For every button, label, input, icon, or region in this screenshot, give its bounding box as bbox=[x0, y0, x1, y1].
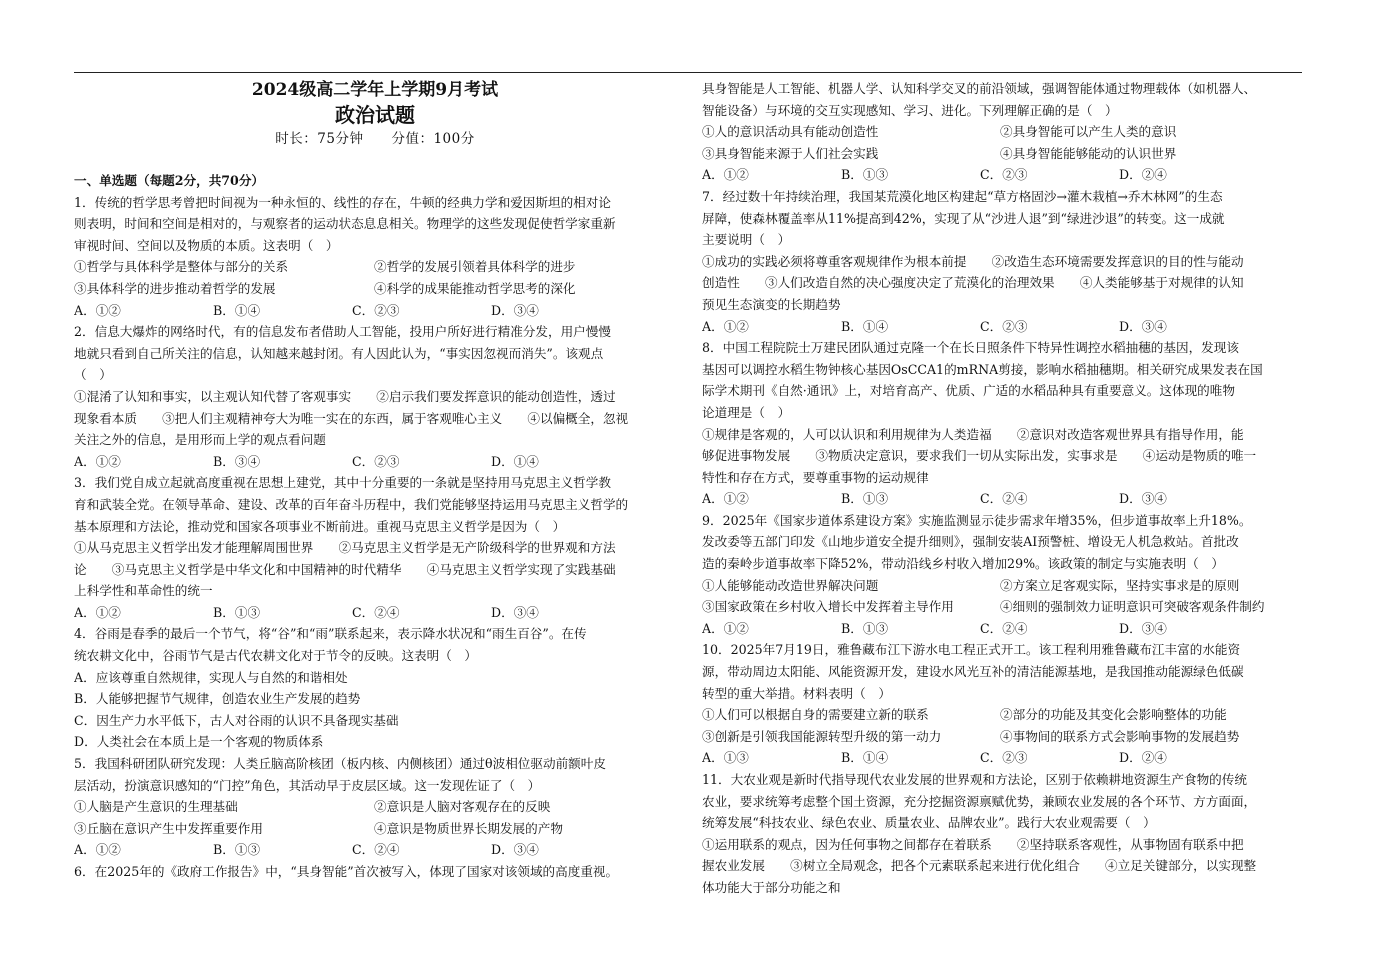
question-4 bbox=[74, 623, 676, 753]
question-line: 9．2025年《国家步道体系建设方案》实施监测显示徒步需求年增35%，但步道事故率上升18%。 bbox=[702, 512, 1252, 528]
question-line: 造的秦岭步道事故率下降52%，带动沿线乡村收入增加29%。该政策的制定与实施表明（ ） bbox=[702, 556, 1224, 572]
statement: ④意识是物质世界长期发展的产物 bbox=[374, 820, 563, 836]
statement: ③国家政策在乡村收入增长中发挥着主导作用 bbox=[702, 599, 954, 615]
answer-choices bbox=[702, 747, 1302, 769]
statement: ①人们可以根据自身的需要建立新的联系 bbox=[702, 707, 929, 723]
statement: ②意识是人脑对客观存在的反映 bbox=[374, 799, 551, 815]
statement: ①哲学与具体科学是整体与部分的关系 bbox=[74, 259, 289, 275]
statement: ②方案立足客观实际，坚持实事求是的原则 bbox=[1000, 577, 1240, 593]
question-line: 智能设备）与环境的交互实现感知、学习、进化。下列理解正确的是（ ） bbox=[702, 102, 1118, 118]
question-line: 际学术期刊《自然·通讯》上，对培育高产、优质、广适的水稻品种具有重要意义。这体现的唯物 bbox=[702, 383, 1235, 399]
choice-b: B．①③ bbox=[841, 491, 889, 507]
question-line: 具身智能是人工智能、机器人学、认知科学交叉的前沿领域，强调智能体通过物理载体（如机器人、 bbox=[702, 81, 1257, 96]
answer-choices bbox=[74, 602, 676, 624]
choice-d: D．③④ bbox=[491, 842, 539, 858]
question-line: 预见生态演变的长期趋势 bbox=[702, 296, 841, 312]
question-line: 10．2025年7月19日，雅鲁藏布江下游水电工程正式开工。该工程利用雅鲁藏布江丰富的水能资 bbox=[702, 642, 1241, 658]
question-line: 审视时间、空间以及物质的本质。这表明（ ） bbox=[74, 237, 339, 253]
question-8 bbox=[702, 337, 1302, 510]
question-6-cont bbox=[702, 78, 1302, 186]
question-line: 育和武装全党。在领导革命、建设、改革的百年奋斗历程中，我们党能够坚持运用马克思主义哲学的 bbox=[74, 496, 629, 512]
question-line: 2．信息大爆炸的网络时代，有的信息发布者借助人工智能，投用户所好进行精准分发，用户慢慢 bbox=[74, 324, 611, 340]
answer-choices bbox=[702, 488, 1302, 510]
question-line: 农业，要求统筹考虑整个国土资源，充分挖掘资源禀赋优势，兼顾农业发展的各个环节、方方面面， bbox=[702, 793, 1257, 809]
choice-b: B．③④ bbox=[213, 453, 261, 469]
choice-b: B．①③ bbox=[213, 604, 261, 620]
question-9 bbox=[702, 510, 1302, 640]
question-line: 上科学性和革命性的统一 bbox=[74, 583, 213, 599]
statement-row bbox=[74, 818, 676, 840]
exam-subject: 政治试题 bbox=[335, 103, 415, 127]
question-line: 统筹发展“科技农业、绿色农业、质量农业、品牌农业”。践行大农业观需要（ ） bbox=[702, 815, 1156, 831]
question-line: 5．我国科研团队研究发现：人类丘脑高阶核团（板内核、内侧核团）通过θ波相位驱动前额叶皮 bbox=[74, 756, 606, 772]
question-line: 论道理是（ ） bbox=[702, 404, 791, 420]
question-line: （ ） bbox=[74, 367, 112, 383]
choice-a: A．①② bbox=[702, 318, 749, 334]
choice-a: A．①② bbox=[702, 620, 749, 636]
section-heading: 一、单选题（每题2分，共70分） bbox=[74, 173, 265, 188]
question-line: ①从马克思主义哲学出发才能理解周围世界 ②马克思主义哲学是无产阶级科学的世界观和方法 bbox=[74, 540, 616, 556]
question-line: 则表明，时间和空间是相对的，与观察者的运动状态息息相关。物理学的这些发现促使哲学家重新 bbox=[74, 216, 616, 232]
question-3 bbox=[74, 472, 676, 623]
question-line: 特性和存在方式，要尊重事物的运动规律 bbox=[702, 469, 929, 485]
choice-c: C．②④ bbox=[980, 491, 1028, 507]
choice-c: C．②③ bbox=[980, 750, 1028, 766]
choice-c: C．②④ bbox=[352, 604, 400, 620]
statement: ③具身智能来源于人们社会实践 bbox=[702, 145, 879, 161]
right-column bbox=[702, 78, 1302, 899]
question-line: 8．中国工程院院士万建民团队通过克隆一个在长日照条件下特异性调控水稻抽穗的基因，发现该 bbox=[702, 340, 1239, 356]
question-line: 基本原理和方法论，推动党和国家各项事业不断前进。重视马克思主义哲学是因为（ ） bbox=[74, 518, 566, 534]
statement: ①人能够能动改造世界解决问题 bbox=[702, 577, 879, 593]
statement: ①人脑是产生意识的生理基础 bbox=[74, 799, 238, 815]
choice-c: C．②④ bbox=[980, 620, 1028, 636]
choice-d: D．③④ bbox=[491, 302, 539, 318]
question-line: 3．我们党自成立起就高度重视在思想上建党，其中十分重要的一条就是坚持用马克思主义哲学教 bbox=[74, 475, 611, 491]
statement-row bbox=[702, 704, 1302, 726]
choice-a: A．①② bbox=[74, 604, 121, 620]
choice-a: A．①② bbox=[74, 453, 121, 469]
choice-c: C．②③ bbox=[352, 302, 400, 318]
statement: ③创新是引领我国能源转型升级的第一动力 bbox=[702, 728, 942, 744]
answer-choices bbox=[702, 618, 1302, 640]
choice-a: A．①② bbox=[74, 842, 121, 858]
statement-row bbox=[702, 596, 1302, 618]
exam-meta: 时长：75分钟 分值：100分 bbox=[275, 131, 475, 147]
question-line: ①混淆了认知和事实，以主观认知代替了客观事实 ②启示我们要发挥意识的能动创造性，透过 bbox=[74, 388, 616, 404]
question-line: 源，带动周边太阳能、风能资源开发，建设水风光互补的清洁能源基地，是我国推动能源绿色低碳 bbox=[702, 664, 1244, 680]
choice-a: A．①② bbox=[702, 491, 749, 507]
statement-row bbox=[702, 726, 1302, 748]
choice-c: C．②③ bbox=[980, 318, 1028, 334]
answer-choices bbox=[74, 451, 676, 473]
question-7 bbox=[702, 186, 1302, 337]
choice-b: B．①④ bbox=[841, 318, 889, 334]
question-line: 现象看本质 ③把人们主观精神夸大为唯一实在的东西，属于客观唯心主义 ④以偏概全，忽视 bbox=[74, 410, 629, 426]
question-line: 地就只看到自己所关注的信息，认知越来越封闭。有人因此认为，“事实因忽视而消失”。该观点 bbox=[74, 345, 604, 361]
choice-d: D．①④ bbox=[491, 453, 539, 469]
question-line: ①规律是客观的，人可以认识和利用规律为人类造福 ②意识对改造客观世界具有指导作用，能 bbox=[702, 426, 1244, 442]
question-line: 论 ③马克思主义哲学是中华文化和中国精神的时代精华 ④马克思主义哲学实现了实践基础 bbox=[74, 561, 616, 577]
statement-row bbox=[702, 143, 1302, 165]
choice-c: C．②③ bbox=[352, 453, 400, 469]
question-line: 发改委等五部门印发《山地步道安全提升细则》，强制安装AI预警桩、增设无人机急救站。首批改 bbox=[702, 534, 1239, 550]
answer-choices bbox=[702, 316, 1302, 338]
choice-d: D．人类社会在本质上是一个客观的物质体系 bbox=[74, 734, 324, 750]
statement-row bbox=[74, 278, 676, 300]
choice-a: A．应该尊重自然规律，实现人与自然的和谐相处 bbox=[74, 669, 348, 685]
statement: ③丘脑在意识产生中发挥重要作用 bbox=[74, 820, 263, 836]
question-line: 转型的重大举措。材料表明（ ） bbox=[702, 685, 891, 701]
question-line: 层活动，扮演意识感知的“门控”角色，其活动早于皮层区域。这一发现佐证了（ ） bbox=[74, 777, 541, 793]
choice-b: B．①③ bbox=[213, 842, 261, 858]
choice-b: B．①③ bbox=[841, 167, 889, 183]
question-10 bbox=[702, 639, 1302, 769]
question-line: 基因可以调控水稻生物钟核心基因OsCCA1的mRNA剪接，影响水稻抽穗期。相关研究成果发表在国 bbox=[702, 361, 1263, 377]
question-line: 1．传统的哲学思考曾把时间视为一种永恒的、线性的存在，牛顿的经典力学和爱因斯坦的相对论 bbox=[74, 194, 611, 210]
statement: ②部分的功能及其变化会影响整体的功能 bbox=[1000, 707, 1227, 723]
top-rule bbox=[74, 72, 1302, 73]
choice-d: D．③④ bbox=[491, 604, 539, 620]
question-11 bbox=[702, 769, 1302, 899]
question-line: 6．在2025年的《政府工作报告》中，“具身智能”首次被写入，体现了国家对该领域的高度重视。 bbox=[74, 864, 619, 879]
question-line: 创造性 ③人们改造自然的决心强度决定了荒漠化的治理效果 ④人类能够基于对规律的认知 bbox=[702, 275, 1244, 291]
question-5 bbox=[74, 753, 676, 861]
answer-choices bbox=[74, 839, 676, 861]
question-line: 7．经过数十年持续治理，我国某荒漠化地区构建起“草方格固沙→灌木栽植→乔木林网”的生态 bbox=[702, 188, 1223, 204]
choice-d: D．②④ bbox=[1119, 750, 1167, 766]
question-2 bbox=[74, 321, 676, 472]
statement: ③具体科学的进步推动着哲学的发展 bbox=[74, 280, 276, 296]
choice-a: A．①② bbox=[702, 167, 749, 183]
left-column bbox=[74, 78, 676, 883]
choice-c: C．②④ bbox=[352, 842, 400, 858]
choice-a: A．①③ bbox=[702, 750, 749, 766]
choice-d: D．③④ bbox=[1119, 491, 1167, 507]
choice-b: B．人能够把握节气规律，创造农业生产发展的趋势 bbox=[74, 691, 361, 707]
question-line: 体功能大于部分功能之和 bbox=[702, 879, 841, 895]
choice-c: C．②③ bbox=[980, 167, 1028, 183]
question-6-start bbox=[74, 861, 676, 883]
exam-title: 2024级高二学年上学期9月考试 bbox=[251, 80, 499, 100]
question-line: 主要说明（ ） bbox=[702, 232, 791, 248]
statement-row bbox=[74, 796, 676, 818]
question-line: ①运用联系的观点，因为任何事物之间都存在着联系 ②坚持联系客观性，从事物固有联系中把 bbox=[702, 836, 1244, 852]
question-line: 11．大农业观是新时代指导现代农业发展的世界观和方法论，区别于依赖耕地资源生产食物的传统 bbox=[702, 772, 1247, 787]
statement: ④科学的成果能推动哲学思考的深化 bbox=[374, 280, 576, 296]
statement-row bbox=[702, 575, 1302, 597]
question-line: 握农业发展 ③树立全局观念，把各个元素联系起来进行优化组合 ④立足关键部分，以实现整 bbox=[702, 858, 1257, 874]
statement: ②哲学的发展引领着具体科学的进步 bbox=[374, 259, 576, 275]
choice-d: D．③④ bbox=[1119, 620, 1167, 636]
choice-c: C．因生产力水平低下，古人对谷雨的认识不具备现实基础 bbox=[74, 712, 399, 728]
choice-d: D．③④ bbox=[1119, 318, 1167, 334]
question-line: 4．谷雨是春季的最后一个节气，将“谷”和“雨”联系起来，表示降水状况和“雨生百谷”。在传 bbox=[74, 626, 587, 642]
statement: ④事物间的联系方式会影响事物的发展趋势 bbox=[1000, 728, 1240, 744]
choice-a: A．①② bbox=[74, 302, 121, 318]
question-line: 屏障，使森林覆盖率从11%提高到42%，实现了从“沙进人退”到“绿进沙退”的转变。这一成就 bbox=[702, 210, 1225, 226]
statement: ④细则的强制效力证明意识可突破客观条件制约 bbox=[1000, 599, 1265, 615]
statement: ①人的意识活动具有能动创造性 bbox=[702, 124, 879, 140]
answer-choices bbox=[702, 164, 1302, 186]
choice-d: D．②④ bbox=[1119, 167, 1167, 183]
question-line: ①成功的实践必须将尊重客观规律作为根本前提 ②改造生态环境需要发挥意识的目的性与能动 bbox=[702, 253, 1244, 269]
choice-b: B．①④ bbox=[213, 302, 261, 318]
statement-row bbox=[702, 121, 1302, 143]
question-1 bbox=[74, 192, 676, 322]
question-line: 够促进事物发展 ③物质决定意识，要求我们一切从实际出发，实事求是 ④运动是物质的唯一 bbox=[702, 448, 1257, 464]
statement: ④具身智能能够能动的认识世界 bbox=[1000, 145, 1177, 161]
choice-b: B．①④ bbox=[841, 750, 889, 766]
answer-choices bbox=[74, 300, 676, 322]
statement: ②具身智能可以产生人类的意识 bbox=[1000, 124, 1177, 140]
question-line: 关注之外的信息，是用形而上学的观点看问题 bbox=[74, 432, 326, 448]
question-line: 统农耕文化中，谷雨节气是古代农耕文化对于节令的反映。这表明（ ） bbox=[74, 648, 477, 664]
statement-row bbox=[74, 256, 676, 278]
choice-b: B．①③ bbox=[841, 620, 889, 636]
